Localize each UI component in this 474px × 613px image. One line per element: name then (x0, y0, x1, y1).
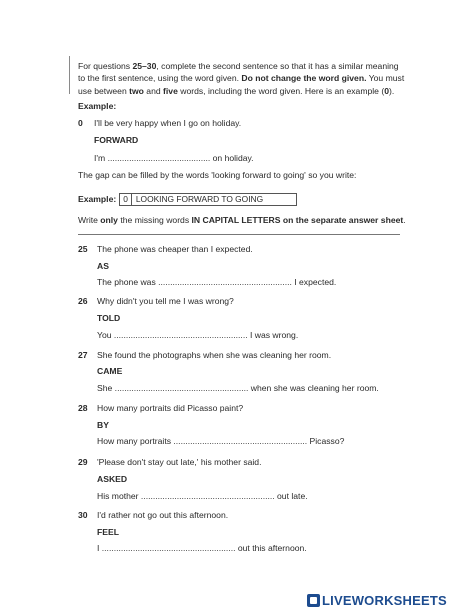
example-box-label: Example: (78, 194, 117, 204)
question-sentence: How many portraits did Picasso paint? (97, 403, 244, 413)
example-keyword: FORWARD (94, 135, 139, 145)
question-keyword: FEEL (97, 527, 119, 537)
question-answer-line[interactable]: I ........................................................ out this afternoon. (97, 543, 307, 553)
watermark-text: LIVEWORKSHEETS (322, 593, 447, 608)
gap-explanation: The gap can be filled by the words 'looking forward to going' so you write: (78, 170, 357, 180)
question-answer-line[interactable]: She ........................................................ when she was cleaning her room. (97, 383, 379, 393)
example-sentence: I'll be very happy when I go on holiday. (94, 118, 242, 128)
liveworksheets-logo-icon (307, 594, 320, 607)
intro-paragraph: For questions 25–30, complete the second sentence so that it has a similar meaning to the first sentence, using the word given. Do not change the word given. You must use between two and five words, including the word given. Here is an example (0). (78, 61, 405, 96)
question-number: 28 (78, 403, 88, 413)
question-keyword: TOLD (97, 313, 121, 323)
example-line: I'm ........................................... on holiday. (94, 153, 254, 163)
question-answer-line[interactable]: His mother ........................................................ out late. (97, 491, 308, 501)
question-sentence: I'd rather not go out this afternoon. (97, 510, 229, 520)
question-number: 29 (78, 457, 88, 467)
question-number: 30 (78, 510, 88, 520)
example-number: 0 (78, 118, 83, 128)
question-number: 25 (78, 244, 88, 254)
question-sentence: The phone was cheaper than I expected. (97, 244, 253, 254)
question-number: 26 (78, 296, 88, 306)
question-keyword: CAME (97, 366, 123, 376)
question-keyword: ASKED (97, 474, 128, 484)
question-answer-line[interactable]: The phone was ........................................................ I expected. (97, 277, 337, 287)
example-heading: Example: (78, 101, 117, 111)
question-sentence: Why didn't you tell me I was wrong? (97, 296, 234, 306)
example-box-number: 0 (119, 193, 132, 206)
margin-line (69, 56, 70, 94)
example-answer-row (78, 193, 297, 206)
question-answer-line[interactable]: How many portraits ........................................................ Picasso? (97, 436, 345, 446)
question-answer-line[interactable]: You ........................................................ I was wrong. (97, 330, 299, 340)
question-sentence: 'Please don't stay out late,' his mother said. (97, 457, 262, 467)
question-number: 27 (78, 350, 88, 360)
question-keyword: AS (97, 261, 109, 271)
question-keyword: BY (97, 420, 109, 430)
divider-line (78, 234, 400, 235)
example-box-answer: LOOKING FORWARD TO GOING (132, 193, 297, 206)
answer-instruction: Write only the missing words IN CAPITAL LETTERS on the separate answer sheet. (78, 215, 406, 225)
question-sentence: She found the photographs when she was cleaning her room. (97, 350, 332, 360)
